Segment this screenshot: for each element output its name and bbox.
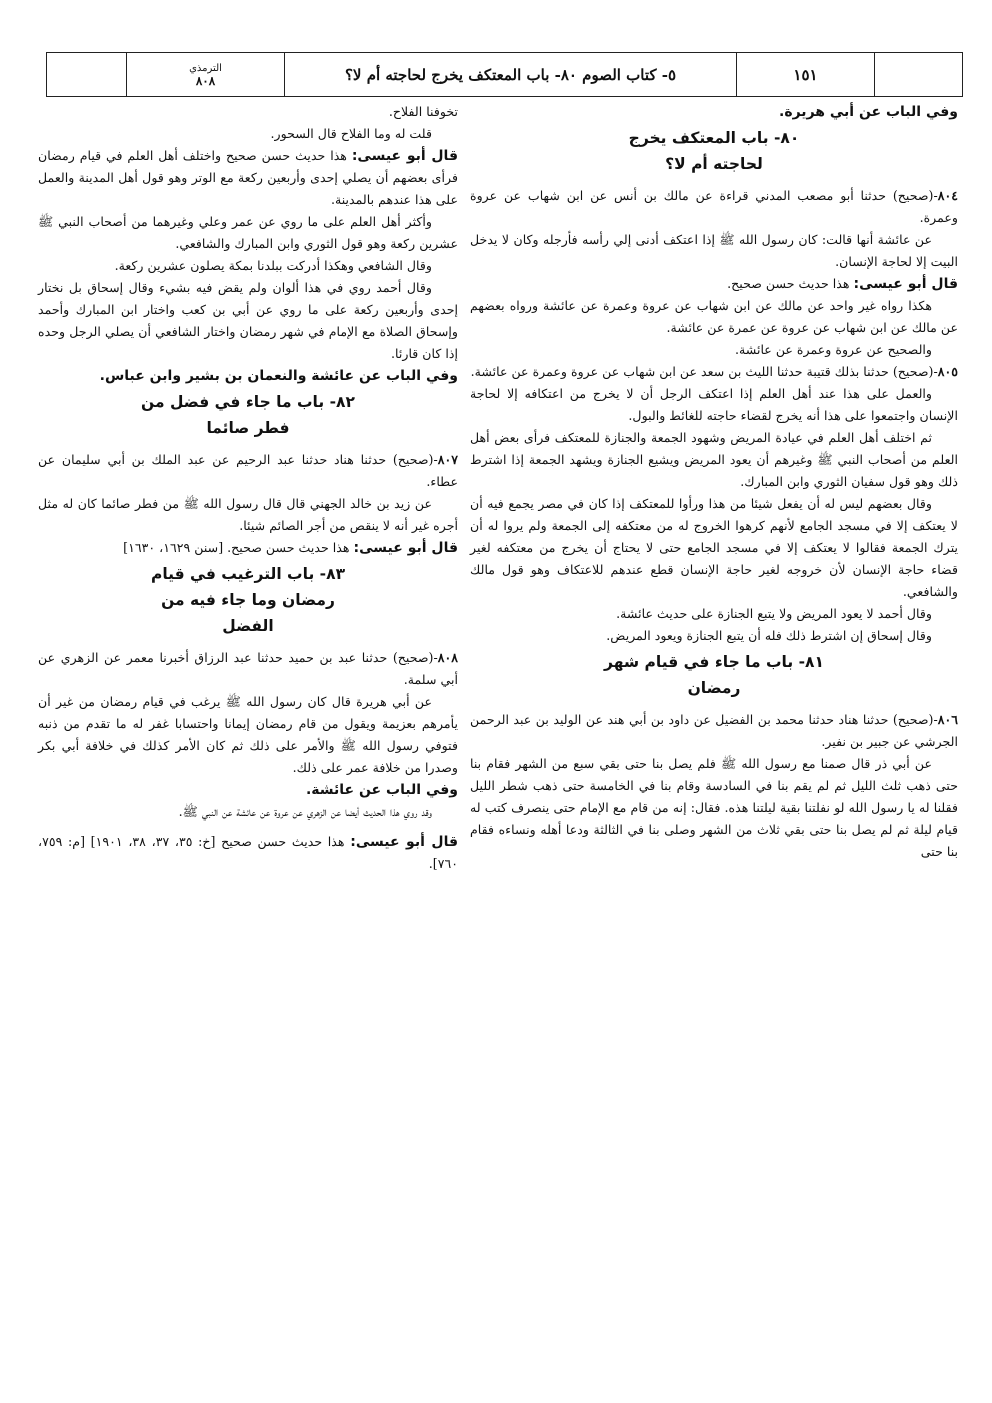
chapter-heading-line: ٨٣- باب الترغيب في قيام [150,565,346,583]
hadith-matn: عن أبي ذر قال صمنا مع رسول الله ﷺ فلم يصل بنا حتى بقي سبع من الشهر فقام بنا حتى ذهب ثلث الليل ثم لم يقم بنا في السادسة وقام بنا في الخامسة حتى ذهب شطر الليل فقلنا له يا رسول الله لو نفلتنا بقية ليلتنا هذه. فقال: إنه من قام مع الإمام حتى ينصرف كتب له قيام ليلة ثم لم يصل بنا حتى بقي ثلاث من الشهر وصلى بنا في الثالثة ودعا أهله ونساءه فقام بنا حتى [470,756,959,859]
hadith-matn-continued: قلت له وما الفلاح قال السحور. [270,126,432,141]
chapter-heading-line: ٨٠- باب المعتكف يخرج [628,129,800,147]
chapter-heading-line: الفضل [222,617,274,635]
hadith-number: ٨٠٥ [937,364,958,379]
hadith-number: ٨٠٨ [437,650,458,665]
commentary: وقال بعضهم ليس له أن يفعل شيئا من هذا ورأوا للمعتكف إذا كان في مصر يجمع فيه أن لا يعتكف إلا في مسجد الجامع لأنهم كرهوا الخروج له من معتكفه إلى الجمعة ولم يروا له أن يترك الجمعة فقالوا لا يعتكف إلا في مسجد الجامع حتى لا يحتاج أن يخرج من معتكفه لغير قضاء حاجة الإنسان لأن خروجه لغير حاجة الإنسان قطع عندهم للاعتكاف وهو قول مالك والشافعي. [470,496,958,599]
chapter-heading-line: ٨٢- باب ما جاء في فضل من [141,393,355,411]
right-column [470,101,958,863]
hadith-number: ٨٠٦ [937,712,958,727]
page-number: ١٥١ [736,53,874,96]
commentary: وقال الشافعي وهكذا أدركت ببلدنا بمكة يصلون عشرين ركعة. [114,258,432,273]
hadith-matn: عن زيد بن خالد الجهني قال قال رسول الله ﷺ من فطر صائما كان له مثل أجره غير أنه لا ينقص من أجر الصائم شيئا. [38,496,458,533]
commentary [38,831,458,875]
fil-bab-text: وفي الباب عن عائشة والنعمان بن بشير وابن عباس. [99,368,458,384]
hadith-matn-continued: تخوفنا الفلاح. [388,104,458,119]
left-column [38,101,458,875]
grading-text: هذا حديث حسن صحيح. [727,276,850,291]
paragraph: وفي الباب عن أبي هريرة. [779,104,958,120]
chapter-heading [470,125,958,177]
header-blank-cell [47,53,126,96]
book-reference-number: ٨٠٨ [195,73,216,88]
isnad-text: (صحيح) حدثنا عبد بن حميد حدثنا عبد الرزاق أخبرنا معمر عن الزهري عن أبي سلمة. [38,650,458,687]
grading-text: هذا حديث حسن صحيح [خ: ٣٥، ٣٧، ٣٨، ١٩٠١] [م: ٧٥٩، ٧٦٠]. [38,834,458,871]
fil-bab-text: وفي الباب عن عائشة. [305,782,458,798]
book-reference-name: الترمذي [189,62,222,74]
chapter-heading [38,389,458,441]
chapter-heading-line: فطر صائما [206,419,290,437]
hadith-isnad: ٨٠٤-(صحيح) حدثنا أبو مصعب المدني قراءة عن مالك بن أنس عن ابن شهاب عن عروة وعمرة. [470,188,958,225]
chapter-heading [38,561,458,639]
grading-text: هذا حديث حسن صحيح واختلف أهل العلم في قيام رمضان فرأى بعضهم أن يصلي إحدى وأربعين ركعة مع الوتر وهو قول أهل المدينة والعمل على هذا عندهم بالمدينة. [38,148,458,207]
chapter-heading [470,649,958,701]
isnad-text: (صحيح) حدثنا أبو مصعب المدني قراءة عن مالك بن أنس عن ابن شهاب عن عروة وعمرة. [470,188,958,225]
page-header [46,52,963,97]
hadith-isnad: ٨٠٥-(صحيح) حدثنا بذلك قتيبة حدثنا الليث بن سعد عن ابن شهاب عن عروة وعمرة عن عائشة. [470,364,958,379]
running-title: ٥- كتاب الصوم ٨٠- باب المعتكف يخرج لحاجته أم لا؟ [284,53,736,96]
commentary: ثم اختلف أهل العلم في عيادة المريض وشهود الجمعة والجنازة للمعتكف فرأى بعض أهل العلم من أصحاب النبي ﷺ وغيرهم أن يعود المريض ويشيع الجنازة ويشهد الجمعة إذا اشترط ذلك وهو قول سفيان الثوري وابن المبارك. [470,430,958,489]
commentary: والصحيح عن عروة وعمرة عن عائشة. [734,342,932,357]
chapter-heading-line: ٨١- باب ما جاء في قيام شهر [604,653,824,671]
chapter-heading-line: رمضان [687,679,741,697]
commentary [38,145,458,211]
commentary [38,779,458,801]
commentary: وقال إسحاق إن اشترط ذلك فله أن يتبع الجنازة ويعود المريض. [606,628,932,643]
book-reference [126,53,284,96]
hadith-isnad: ٨٠٦-(صحيح) حدثنا هناد حدثنا محمد بن الفضيل عن داود بن أبي هند عن الوليد بن عبد الرحمن الجرشي عن جبير بن نفير. [470,712,958,749]
hadith-matn: عن عائشة أنها قالت: كان رسول الله ﷺ إذا اعتكف أدنى إلي رأسه فأرجله وكان لا يدخل البيت إلا لحاجة الإنسان. [470,232,958,269]
commentary [38,365,458,387]
hadith-isnad: ٨٠٨-(صحيح) حدثنا عبد بن حميد حدثنا عبد الرزاق أخبرنا معمر عن الزهري عن أبي سلمة. [38,650,458,687]
hadith-number: ٨٠٧ [437,452,458,467]
header-blank-cell [874,53,962,96]
hadith-number: ٨٠٤ [937,188,958,203]
hadith-matn: عن أبي هريرة قال كان رسول الله ﷺ يرغب في قيام رمضان من غير أن يأمرهم بعزيمة ويقول من قام رمضان إيمانا واحتسابا غفر له ما تقدم من ذنبه فتوفي رسول الله ﷺ والأمر على ذلك ثم كان الأمر كذلك في خلافة أبي بكر وصدرا من خلافة عمر على ذلك. [38,694,458,775]
isnad-text: (صحيح) حدثنا بذلك قتيبة حدثنا الليث بن سعد عن ابن شهاب عن عروة وعمرة عن عائشة. [470,364,934,379]
commentary: وقد روي هذا الحديث أيضا عن الزهري عن عروة عن عائشة عن النبي ﷺ. [178,804,432,819]
isnad-text: (صحيح) حدثنا هناد حدثنا محمد بن الفضيل عن داود بن أبي هند عن الوليد بن عبد الرحمن الجرشي عن جبير بن نفير. [470,712,958,749]
hadith-isnad: ٨٠٧-(صحيح) حدثنا هناد حدثنا عبد الرحيم عن عبد الملك بن أبي سليمان عن عطاء. [38,452,458,489]
qala-abu-isa-label: قال أبو عيسى: [353,540,458,556]
chapter-heading-line: لحاجته أم لا؟ [665,155,763,173]
chapter-heading-line: رمضان وما جاء فيه من [161,591,335,609]
qala-abu-isa-label: قال أبو عيسى: [350,834,458,850]
commentary: وقال أحمد لا يعود المريض ولا يتبع الجنازة على حديث عائشة. [616,606,932,621]
commentary: والعمل على هذا عند أهل العلم إذا اعتكف الرجل أن لا يخرج من اعتكافه إلا لحاجة الإنسان واجتمعوا على هذا أنه يخرج لقضاء حاجته للغائط والبول. [470,386,958,423]
commentary [470,273,958,295]
commentary [38,537,458,559]
qala-abu-isa-label: قال أبو عيسى: [853,276,958,292]
commentary: هكذا رواه غير واحد عن مالك عن ابن شهاب عن عروة وعمرة عن عائشة ورواه بعضهم عن مالك عن ابن شهاب عن عروة عن عمرة عن عائشة. [470,298,958,335]
grading-text: هذا حديث حسن صحيح. [سنن ١٦٢٩، ١٦٣٠] [123,540,350,555]
commentary: وقال أحمد روي في هذا ألوان ولم يقض فيه بشيء وقال إسحاق بل نختار إحدى وأربعين ركعة على ما روي عن أبي بن كعب واختار ابن المبارك وأحمد وإسحاق الصلاة مع الإمام في شهر رمضان واختار الشافعي أن يصلي الرجل وحده إذا كان قارئا. [38,280,458,361]
commentary: وأكثر أهل العلم على ما روي عن عمر وعلي وغيرهما من أصحاب النبي ﷺ عشرين ركعة وهو قول الثوري وابن المبارك والشافعي. [38,214,458,251]
isnad-text: (صحيح) حدثنا هناد حدثنا عبد الرحيم عن عبد الملك بن أبي سليمان عن عطاء. [38,452,458,489]
qala-abu-isa-label: قال أبو عيسى: [351,148,458,164]
